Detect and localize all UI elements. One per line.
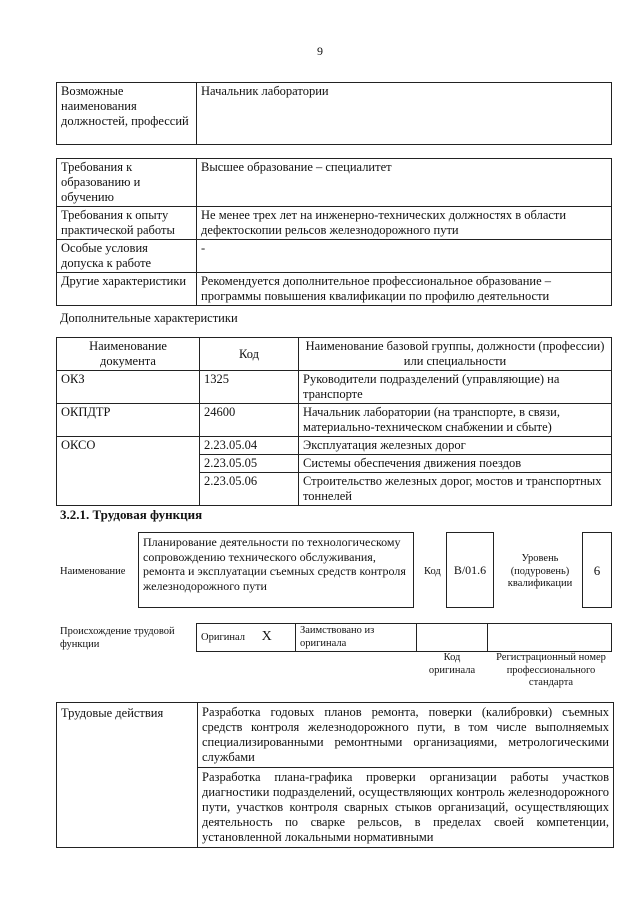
function-code-box: [446, 532, 494, 608]
function-level-value: 6: [593, 563, 601, 578]
additional-heading: Дополнительные характеристики: [60, 311, 238, 325]
actions-table: [56, 702, 614, 848]
row-code: 24600: [200, 404, 299, 437]
positions-label: Возможные наименования должностей, профессий: [57, 83, 197, 145]
requirement-label: Требования к образованию и обучению: [57, 159, 197, 207]
requirement-label: Особые условия допуска к работе: [57, 240, 197, 273]
row-name: Руководители подразделений (управляющие) на транспорте: [299, 371, 612, 404]
original-mark: X: [261, 628, 272, 644]
row-code: 2.23.05.05: [200, 455, 299, 473]
function-name-box: [138, 532, 414, 608]
header-code: Код: [200, 338, 299, 371]
row-doc: ОКСО: [57, 437, 200, 506]
requirement-label: Другие характеристики: [57, 273, 197, 306]
row-name: Начальник лаборатории (на транспорте, в связи, материально-техническом снабжении и сбыте): [299, 404, 612, 437]
row-code: 2.23.05.06: [200, 473, 299, 506]
requirement-value: Не менее трех лет на инженерно-технических должностях в области дефектоскопии рельсов железнодорожного пути: [197, 207, 612, 240]
borrowed-label: Заимствовано из оригинала: [296, 624, 417, 652]
code-caption: Код оригинала: [428, 652, 476, 676]
positions-table: [56, 82, 612, 145]
action-item: Разработка плана-графика проверки организации работы участков диагностики подразделений, осуществляющих контроль железнодорожного пути, участков контроля сварных стыков организаций, осуществляющих деятельность по сварке рельсов, в пределах своей компетенции, установленной локальными нормативными: [198, 768, 614, 848]
function-code-value: B/01.6: [453, 563, 487, 577]
requirement-value: Высшее образование – специалитет: [197, 159, 612, 207]
header-document: Наименование документа: [57, 338, 200, 371]
page-number: 9: [317, 44, 323, 58]
origin-label: Происхождение трудовой функции: [60, 626, 175, 650]
additional-table: [56, 337, 612, 506]
function-name-value: Планирование деятельности по технологическому сопровождению технического обслуживания, ремонта и эксплуатации съемных средств контроля железнодорожного пути: [143, 535, 406, 593]
origin-table: [196, 623, 612, 652]
row-code: 1325: [200, 371, 299, 404]
row-doc: ОКПДТР: [57, 404, 200, 437]
function-name-label: Наименование: [60, 566, 126, 577]
positions-value: Начальник лаборатории: [197, 83, 612, 145]
actions-label: Трудовые действия: [57, 703, 198, 848]
row-code: 2.23.05.04: [200, 437, 299, 455]
row-name: Строительство железных дорог, мостов и транспортных тоннелей: [299, 473, 612, 506]
row-name: Системы обеспечения движения поездов: [299, 455, 612, 473]
row-name: Эксплуатация железных дорог: [299, 437, 612, 455]
original-label: Оригинал: [201, 631, 245, 643]
requirement-label: Требования к опыту практической работы: [57, 207, 197, 240]
requirement-value: Рекомендуется дополнительное профессиональное образование – программы повышения квалификации по профилю деятельности: [197, 273, 612, 306]
original-code-cell: [417, 624, 488, 652]
reg-number-cell: [488, 624, 612, 652]
row-doc: ОКЗ: [57, 371, 200, 404]
requirements-table: [56, 158, 612, 306]
action-item: Разработка годовых планов ремонта, поверки (калибровки) съемных средств контроля железнодорожного пути, в том числе выполняемых специализированными ремонтными организациями, метрологическими службами: [198, 703, 614, 768]
function-level-label: Уровень (подуровень) квалификации: [507, 553, 573, 589]
header-name: Наименование базовой группы, должности (профессии) или специальности: [299, 338, 612, 371]
function-level-box: [582, 532, 612, 608]
requirement-value: -: [197, 240, 612, 273]
function-code-label: Код: [424, 566, 441, 577]
reg-caption: Регистрационный номер профессионального стандарта: [496, 652, 606, 688]
function-heading: 3.2.1. Трудовая функция: [60, 507, 203, 522]
